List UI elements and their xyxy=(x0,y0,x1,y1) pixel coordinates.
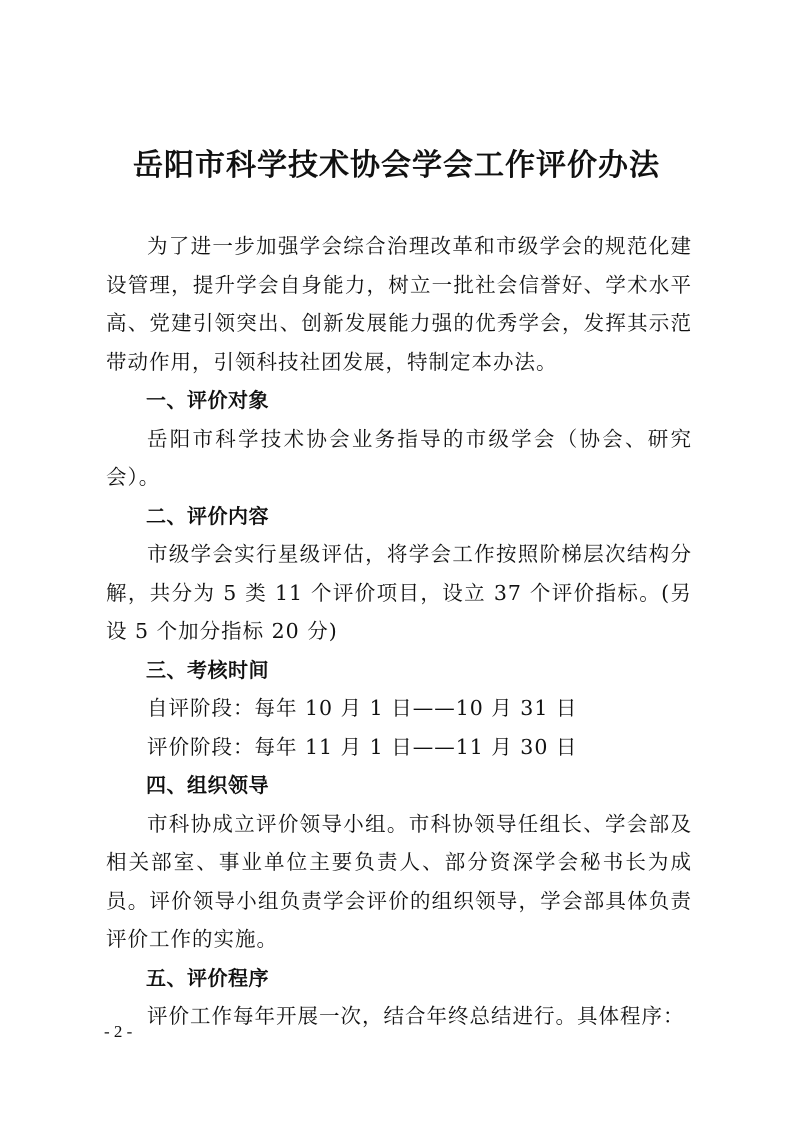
evaluation-period: 评价阶段：每年 11 月 1 日——11 月 30 日 xyxy=(147,734,578,759)
section-heading-organization: 四、组织领导 xyxy=(146,773,269,797)
section-paragraph: 市科协成立评价领导小组。市科协领导任组长、学会部及相关部室、事业单位主要负责人、部分资深学会秘书长为成员。评价领导小组负责学会评价的组织领导，学会部具体负责评价工作的实施。 xyxy=(106,811,692,951)
document-body xyxy=(106,227,692,1036)
section-paragraph: 岳阳市科学技术协会业务指导的市级学会（协会、研究会）。 xyxy=(106,426,692,489)
intro-paragraph: 为了进一步加强学会综合治理改革和市级学会的规范化建设管理，提升学会自身能力，树立一批社会信誉好、学术水平高、党建引领突出、创新发展能力强的优秀学会，发挥其示范带动作用，引领科技社团发展，特制定本办法。 xyxy=(106,234,692,374)
section-paragraph: 评价工作每年开展一次，结合年终总结进行。具体程序： xyxy=(147,1004,685,1028)
section-heading-evaluation-target: 一、评价对象 xyxy=(146,388,269,412)
document-title: 岳阳市科学技术协会学会工作评价办法 xyxy=(133,148,660,183)
section-paragraph: 市级学会实行星级评估，将学会工作按照阶梯层次结构分解，共分为 5 类 11 个评价项目，设立 37 个评价指标。(另设 5 个加分指标 20 分) xyxy=(106,542,692,643)
section-heading-evaluation-content: 二、评价内容 xyxy=(146,503,269,528)
section-heading-assessment-time: 三、考核时间 xyxy=(146,657,269,682)
section-heading-evaluation-procedure: 五、评价程序 xyxy=(146,965,269,990)
self-evaluation-period: 自评阶段：每年 10 月 1 日——10 月 31 日 xyxy=(147,696,578,720)
page-number: - 2 - xyxy=(104,1022,133,1041)
